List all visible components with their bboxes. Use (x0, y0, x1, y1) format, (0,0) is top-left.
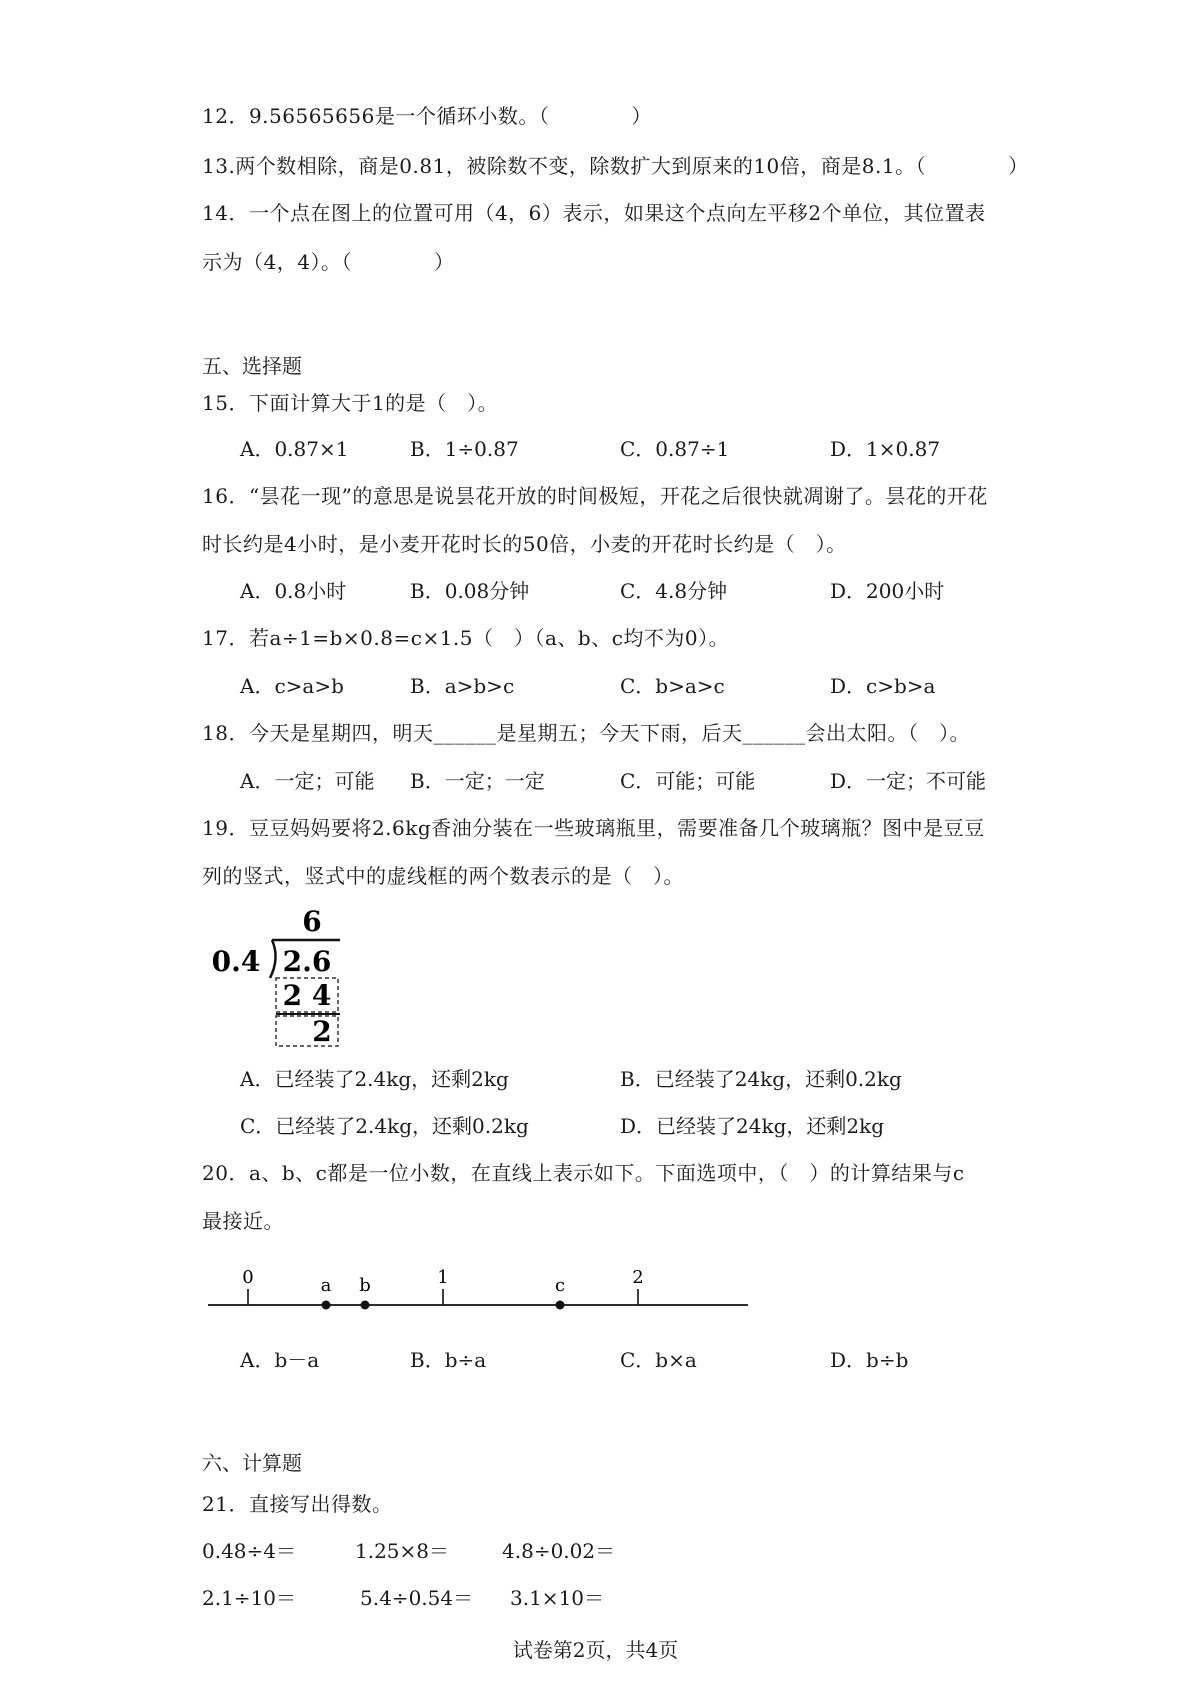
option-d[interactable]: D．1×0.87 (830, 437, 941, 461)
calc-item-4: 2.1÷10＝ (202, 1586, 297, 1610)
option-d[interactable]: D．已经装了24kg，还剩2kg (620, 1114, 885, 1138)
remainder: 2 (312, 1015, 332, 1048)
option-a[interactable]: A．一定；可能 (240, 769, 375, 793)
tick-label-1: 1 (437, 1267, 449, 1288)
quotient-digit: 6 (302, 905, 322, 938)
question-20-line-2: 最接近。 (202, 1209, 284, 1233)
section-heading-calc: 六、计算题 (202, 1451, 302, 1475)
question-20-line-1: 20．a、b、c都是一位小数，在直线上表示如下。下面选项中，（ ）的计算结果与c (202, 1161, 965, 1185)
question-14-line-2: 示为（4，4）。（ ） (202, 250, 455, 274)
option-a[interactable]: A．已经装了2.4kg，还剩2kg (240, 1067, 509, 1091)
option-b[interactable]: B．已经装了24kg，还剩0.2kg (620, 1067, 902, 1091)
page-footer: 试卷第2页，共4页 (512, 1638, 679, 1662)
question-19-line-1: 19．豆豆妈妈要将2.6kg香油分装在一些玻璃瓶里，需要准备几个玻璃瓶？图中是豆豆 (202, 816, 985, 840)
calc-item-5: 5.4÷0.54＝ (360, 1586, 474, 1610)
option-a[interactable]: A．0.8小时 (240, 579, 347, 603)
option-d[interactable]: D．b÷b (830, 1348, 909, 1372)
long-division-figure (200, 898, 360, 1048)
question-15: 15．下面计算大于1的是（ ）。 (202, 391, 499, 415)
calc-item-3: 4.8÷0.02＝ (502, 1539, 616, 1563)
calc-item-1: 0.48÷4＝ (202, 1539, 297, 1563)
point-label-a: a (320, 1275, 332, 1296)
option-d[interactable]: D．200小时 (830, 579, 945, 603)
section-heading-choice: 五、选择题 (202, 354, 302, 378)
option-b[interactable]: B．b÷a (410, 1348, 487, 1372)
tick-label-2: 2 (632, 1267, 644, 1288)
question-14-line-1: 14．一个点在图上的位置可用（4，6）表示，如果这个点向左平移2个单位，其位置表 (202, 201, 986, 225)
calc-item-6: 3.1×10＝ (510, 1586, 605, 1610)
question-16-line-2: 时长约是4小时，是小麦开花时长的50倍，小麦的开花时长约是（ ）。 (202, 532, 847, 556)
option-c[interactable]: C．b>a>c (620, 674, 725, 698)
option-a[interactable]: A．b－a (240, 1348, 320, 1372)
option-b[interactable]: B．1÷0.87 (410, 437, 519, 461)
option-c[interactable]: C．已经装了2.4kg，还剩0.2kg (240, 1114, 529, 1138)
calc-item-2: 1.25×8＝ (355, 1539, 450, 1563)
option-b[interactable]: B．一定；一定 (410, 769, 545, 793)
point-c (556, 1301, 565, 1310)
option-c[interactable]: C．4.8分钟 (620, 579, 728, 603)
number-line-figure (200, 1255, 760, 1315)
tick-label-0: 0 (242, 1267, 254, 1288)
option-d[interactable]: D．c>b>a (830, 674, 936, 698)
option-c[interactable]: C．可能；可能 (620, 769, 756, 793)
option-a[interactable]: A．c>a>b (240, 674, 344, 698)
question-13: 13.两个数相除，商是0.81，被除数不变，除数扩大到原来的10倍，商是8.1。（ ） (202, 154, 1029, 178)
option-c[interactable]: C．0.87÷1 (620, 437, 730, 461)
divisor: 0.4 (211, 945, 261, 978)
option-c[interactable]: C．b×a (620, 1348, 697, 1372)
point-a (322, 1301, 331, 1310)
question-16-line-1: 16．“昙花一现”的意思是说昙花开放的时间极短，开花之后很快就凋谢了。昙花的开花 (202, 484, 988, 508)
option-b[interactable]: B．a>b>c (410, 674, 515, 698)
point-label-b: b (359, 1275, 371, 1296)
point-b (361, 1301, 370, 1310)
option-b[interactable]: B．0.08分钟 (410, 579, 530, 603)
dividend: 2.6 (282, 945, 332, 978)
question-21: 21．直接写出得数。 (202, 1492, 393, 1516)
option-d[interactable]: D．一定；不可能 (830, 769, 987, 793)
option-a[interactable]: A．0.87×1 (240, 437, 349, 461)
product: 2 4 (282, 979, 332, 1012)
question-12: 12．9.56565656是一个循环小数。（ ） (202, 104, 652, 128)
question-18: 18．今天是星期四，明天______是星期五；今天下雨，后天______会出太阳。（ ）。 (202, 721, 970, 745)
question-17: 17．若a÷1=b×0.8=c×1.5（ ）（a、b、c均不为0）。 (202, 626, 730, 650)
point-label-c: c (554, 1275, 566, 1296)
question-19-line-2: 列的竖式，竖式中的虚线框的两个数表示的是（ ）。 (202, 864, 684, 888)
